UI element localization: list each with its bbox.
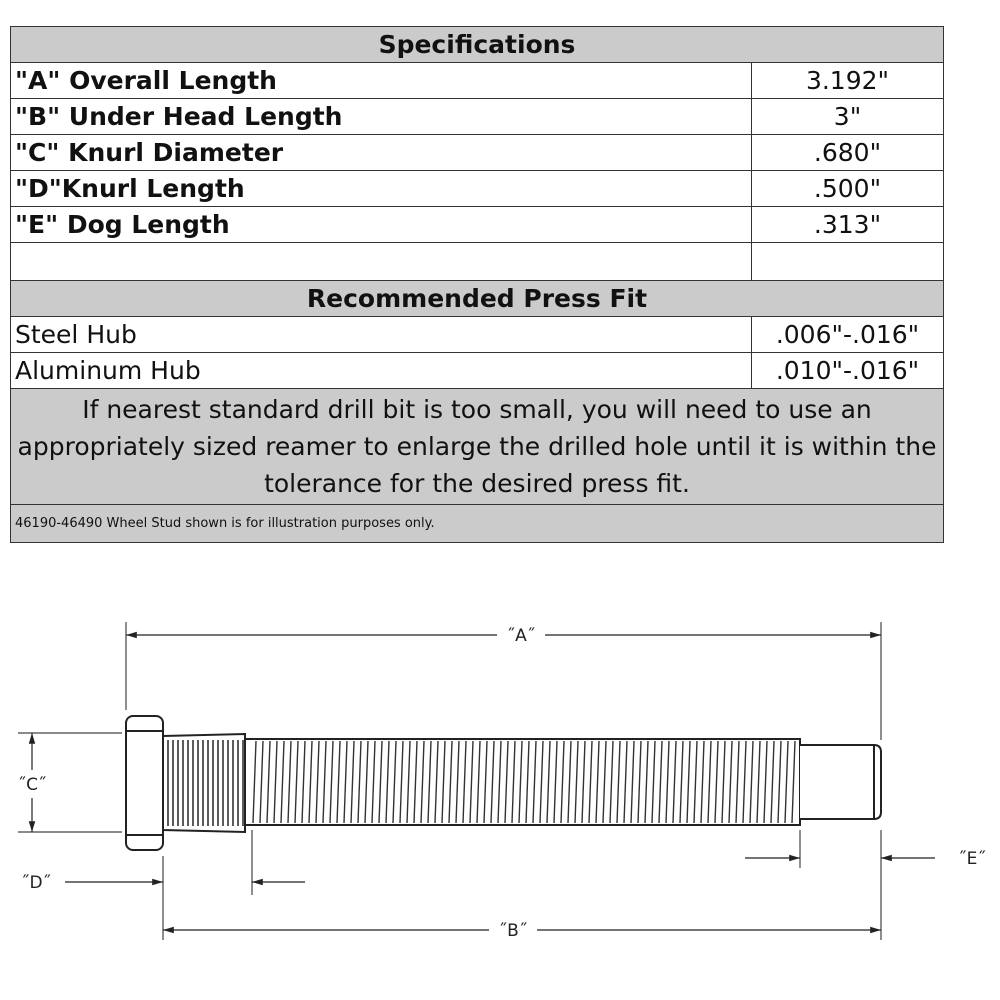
specifications-header-row bbox=[11, 27, 944, 63]
press-fit-header-row bbox=[11, 281, 944, 317]
spec-value: 3.192" bbox=[752, 63, 944, 99]
specifications-title: Specifications bbox=[11, 27, 944, 63]
stud-threads bbox=[245, 739, 800, 825]
press-fit-value: .010"-.016" bbox=[752, 353, 944, 389]
spec-label: "B" Under Head Length bbox=[11, 99, 752, 135]
spec-label: "A" Overall Length bbox=[11, 63, 752, 99]
spec-row-overall-length bbox=[11, 63, 944, 99]
spec-row-empty bbox=[11, 243, 944, 281]
dimension-c bbox=[18, 733, 47, 832]
wheel-stud-drawing bbox=[0, 600, 1000, 1000]
empty-cell bbox=[11, 243, 752, 281]
spec-row-knurl-length bbox=[11, 171, 944, 207]
dimension-e-label: ˝E˝ bbox=[958, 849, 986, 869]
dimension-c-label: ˝C˝ bbox=[17, 775, 47, 795]
dimension-a bbox=[126, 626, 881, 646]
press-fit-row-steel bbox=[11, 317, 944, 353]
dimension-b bbox=[163, 921, 881, 941]
note-row bbox=[11, 389, 944, 505]
specifications-table bbox=[10, 26, 944, 543]
dimension-a-label: ˝A˝ bbox=[506, 626, 536, 646]
stud-head bbox=[126, 716, 163, 850]
press-fit-label: Aluminum Hub bbox=[11, 353, 752, 389]
spec-row-dog-length bbox=[11, 207, 944, 243]
spec-label: "C" Knurl Diameter bbox=[11, 135, 752, 171]
disclaimer-row bbox=[11, 505, 944, 543]
empty-cell bbox=[752, 243, 944, 281]
illustration-disclaimer: 46190-46490 Wheel Stud shown is for illustration purposes only. bbox=[11, 505, 944, 543]
dimension-d-label: ˝D˝ bbox=[20, 873, 52, 893]
press-fit-row-aluminum bbox=[11, 353, 944, 389]
press-fit-label: Steel Hub bbox=[11, 317, 752, 353]
reamer-note: If nearest standard drill bit is too small, you will need to use an appropriately sized reamer to enlarge the drilled hole until it is within the tolerance for the desired press fit. bbox=[11, 389, 944, 505]
stud-dog-point bbox=[800, 745, 881, 819]
spec-label: "E" Dog Length bbox=[11, 207, 752, 243]
spec-value: 3" bbox=[752, 99, 944, 135]
spec-row-under-head-length bbox=[11, 99, 944, 135]
spec-value: .313" bbox=[752, 207, 944, 243]
spec-value: .680" bbox=[752, 135, 944, 171]
press-fit-value: .006"-.016" bbox=[752, 317, 944, 353]
dimension-b-label: ˝B˝ bbox=[498, 921, 528, 941]
spec-row-knurl-diameter bbox=[11, 135, 944, 171]
press-fit-title: Recommended Press Fit bbox=[11, 281, 944, 317]
dimension-e bbox=[745, 849, 986, 869]
spec-label: "D"Knurl Length bbox=[11, 171, 752, 207]
spec-value: .500" bbox=[752, 171, 944, 207]
stud-knurl bbox=[163, 734, 245, 832]
